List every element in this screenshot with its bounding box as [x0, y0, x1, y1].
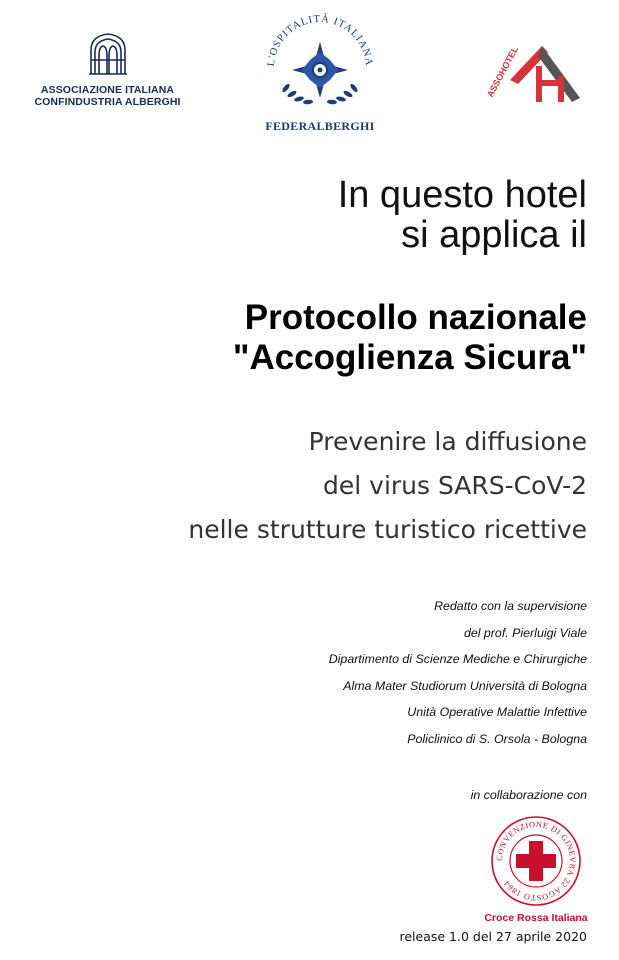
- compass-star-icon: [252, 6, 388, 118]
- subtitle-line3: nelle strutture turistico ricettive: [188, 515, 587, 544]
- credit-line: Policlinico di S. Orsola - Bologna: [407, 731, 587, 746]
- house-roof-icon: [480, 40, 590, 110]
- assohotel-logo: [480, 40, 590, 110]
- aica-line2: CONFINDUSTRIA ALBERGHI: [34, 96, 181, 108]
- credit-line: Alma Mater Studiorum Università di Bologna: [343, 678, 587, 693]
- croce-rossa-label: Croce Rossa Italiana: [484, 912, 588, 924]
- headline-line2: si applica il: [401, 214, 587, 256]
- credit-line: del prof. Pierluigi Viale: [463, 625, 587, 640]
- building-arches-icon: [85, 30, 131, 76]
- credits: [329, 593, 587, 752]
- red-cross-icon: [488, 813, 584, 909]
- release-text: release 1.0 del 27 aprile 2020: [399, 929, 587, 944]
- headline-line4: "Accoglienza Sicura": [232, 338, 587, 377]
- aica-line1: ASSOCIAZIONE ITALIANA: [40, 84, 175, 96]
- credit-line: Dipartimento di Scienze Mediche e Chirurgiche: [328, 652, 587, 666]
- subtitle-line1: Prevenire la diffusione: [308, 427, 587, 456]
- headline-protocol: [233, 298, 587, 378]
- credit-line: Redatto con la supervisione: [434, 599, 587, 613]
- headline-line1: In questo hotel: [337, 174, 587, 216]
- credit-line: Unità Operative Malattie Infettive: [407, 705, 587, 719]
- assohotel-name: ASSOHOTEL: [484, 44, 521, 99]
- collaboration-text: in collaborazione con: [470, 788, 587, 802]
- subtitle-line2: del virus SARS-CoV-2: [323, 471, 587, 500]
- aica-logo: [30, 30, 185, 108]
- croce-rossa-logo: [481, 813, 591, 924]
- federalberghi-name: FEDERALBERGHI: [265, 119, 375, 133]
- croce-rossa-ring-text: CONVENZIONE DI GINEVRA 22 AGOSTO 1864: [494, 819, 578, 903]
- headline-line3: Protocollo nazionale: [244, 298, 587, 337]
- subtitle: [188, 420, 587, 552]
- federalberghi-arc-text: L'OSPITALITÀ ITALIANA: [265, 13, 375, 67]
- headline-intro: [338, 175, 587, 255]
- federalberghi-logo: [252, 6, 388, 136]
